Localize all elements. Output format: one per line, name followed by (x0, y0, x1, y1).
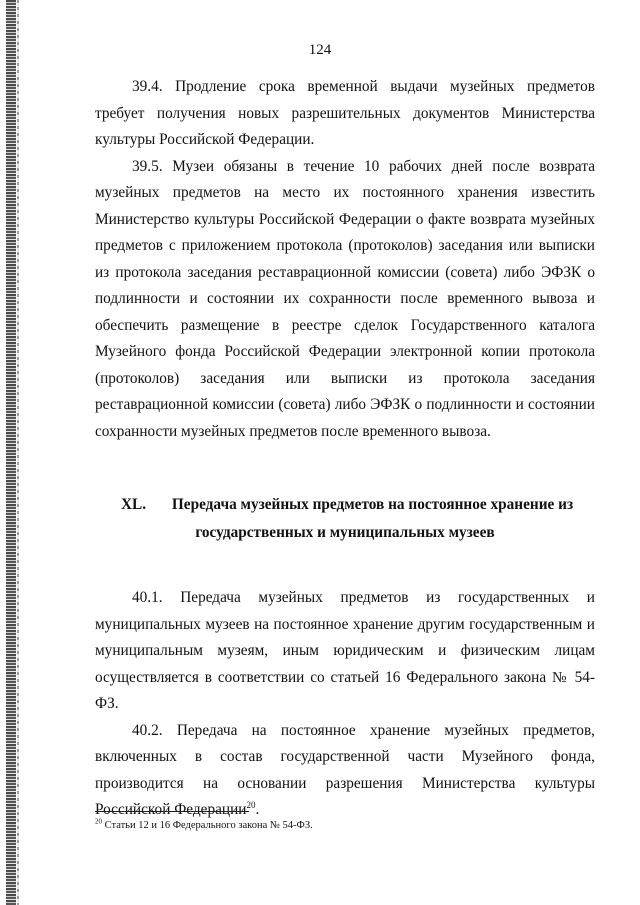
footnote-divider (95, 811, 249, 812)
footnote-reference: 20 (246, 799, 256, 810)
footnote (95, 817, 313, 831)
paragraph-40-2-text: 40.2. Передача на постоянное хранение музейных предметов, включенных в состав государственной части Музейного фонда, производится на основании разрешения Министерства культуры Российской Федерации (95, 721, 595, 818)
document-body (95, 74, 595, 824)
paragraph-40-2: 40.2. Передача на постоянное хранение музейных предметов, включенных в состав государственной части Музейного фонда, производится на основании разрешения Министерства культуры Российской Федерации$^{20}$. (95, 721, 595, 818)
paragraph-39-5: 39.5. Музеи обязаны в течение 10 рабочих дней после возврата музейных предметов на место их постоянного хранения известить Министерство культуры Российской Федерации о факте возврата музейных предметов с приложением протокола (протоколов) заседания или выписки из протокола заседания реставрационной комиссии (совета) либо ЭФЗК о подлинности и состоянии их сохранности после временного вывоза и обеспечить размещение в реестре сделок Государственного каталога Музейного фонда Российской Федерации электронной копии протокола (протоколов) заседания или выписки из протокола заседания реставрационной комиссии (совета) либо ЭФЗК о подлинности и состоянии сохранности музейных предметов после временного вывоза. (95, 157, 595, 440)
section-heading (95, 491, 595, 547)
scan-edge-artifact (6, 0, 16, 905)
footnote-text: Статьи 12 и 16 Федерального закона № 54-ФЗ. (102, 820, 313, 831)
section-title-line2: государственных и муниципальных музеев (195, 524, 495, 541)
page-number: 124 (308, 42, 332, 58)
scan-edge-artifact-secondary (17, 0, 19, 905)
paragraph-39-4: 39.4. Продление срока временной выдачи музейных предметов требует получения новых разрешительных документов Министерства культуры Российской Федерации. (95, 78, 595, 148)
paragraph-40-1: 40.1. Передача музейных предметов из государственных и муниципальных музеев на постоянное хранение другим государственным и муниципальным музеям, иным юридическим и физическим лицам осуществляется в соответствии со статьей 16 Федерального закона № 54-ФЗ. (95, 589, 595, 712)
section-title-line1: Передача музейных предметов на постоянное хранение из (171, 496, 574, 513)
footnote-marker: 20 (95, 817, 102, 826)
section-number: XL. (121, 496, 147, 513)
